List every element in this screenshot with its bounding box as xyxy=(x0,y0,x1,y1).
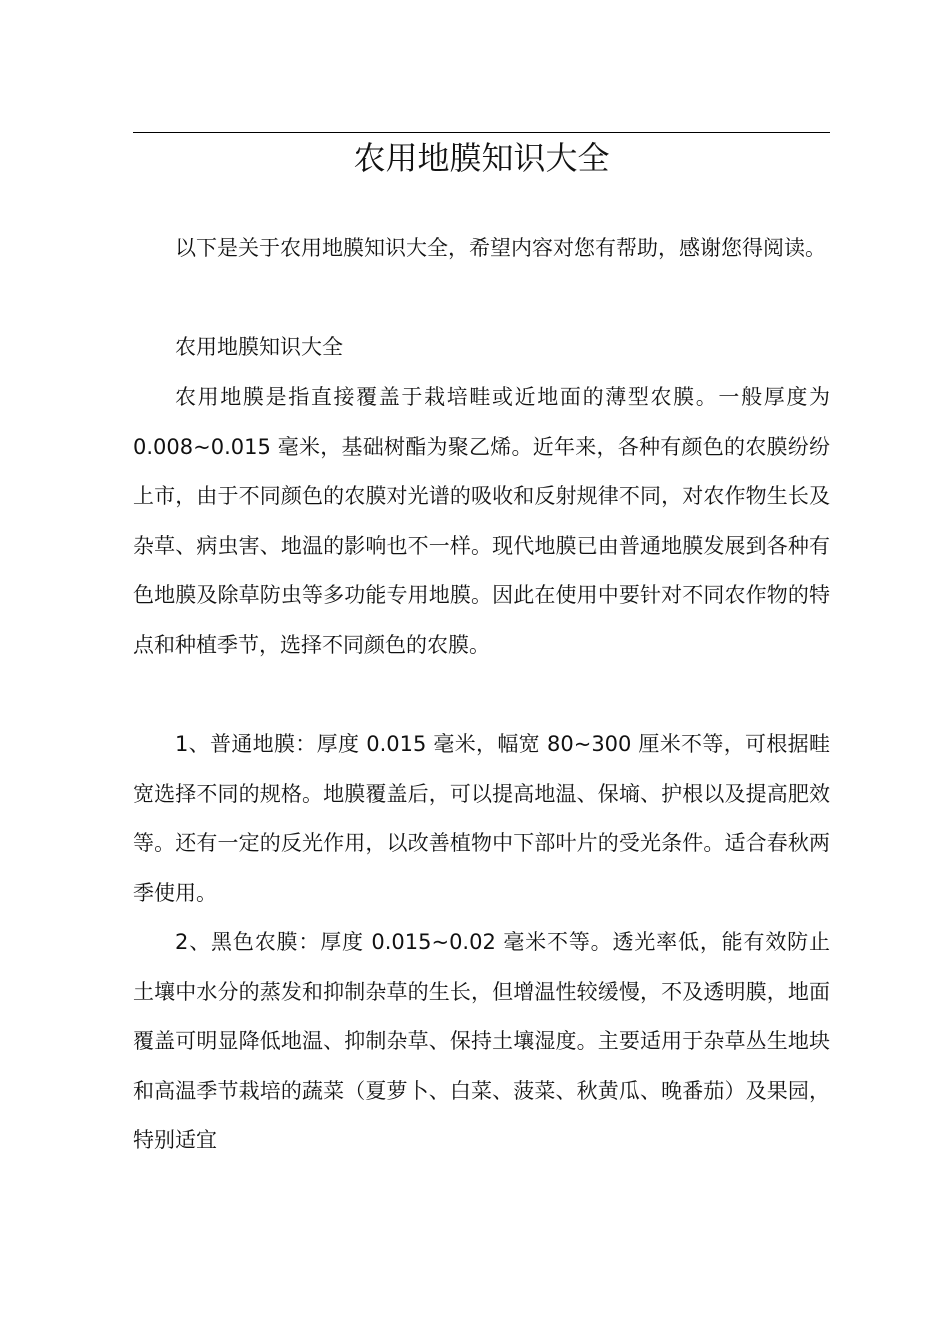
document-title: 农用地膜知识大全 xyxy=(353,139,610,177)
header-rule xyxy=(133,132,830,133)
black-film-paragraph: 2、黑色农膜：厚度 0.015~0.02 毫米不等。透光率低，能有效防止土壤中水分的蒸发和抑制杂草的生长，但增温性较缓慢，不及透明膜，地面覆盖可明显降低地温、抑制杂草、保持土壤湿度。主要适用于杂草丛生地块和高温季节栽培的蔬菜（夏萝卜、白菜、菠菜、秋黄瓜、晚番茄）及果园，特别适宜 xyxy=(133,930,830,1153)
ordinary-film-paragraph: 1、普通地膜：厚度 0.015 毫米，幅宽 80~300 厘米不等，可根据畦宽选择不同的规格。地膜覆盖后，可以提高地温、保墒、护根以及提高肥效等。还有一定的反光作用，以改善植物中下部叶片的受光条件。适合春秋两季使用。 xyxy=(133,732,830,905)
subtitle-paragraph: 农用地膜知识大全 xyxy=(175,335,343,359)
definition-paragraph: 农用地膜是指直接覆盖于栽培畦或近地面的薄型农膜。一般厚度为 0.008~0.015 毫米，基础树酯为聚乙烯。近年来，各种有颜色的农膜纷纷上市，由于不同颜色的农膜对光谱的吸收和反射规律不同，对农作物生长及杂草、病虫害、地温的影响也不一样。现代地膜已由普通地膜发展到各种有色地膜及除草防虫等多功能专用地膜。因此在使用中要针对不同农作物的特点和种植季节，选择不同颜色的农膜。 xyxy=(133,385,830,657)
intro-paragraph: 以下是关于农用地膜知识大全，希望内容对您有帮助，感谢您得阅读。 xyxy=(175,236,826,260)
